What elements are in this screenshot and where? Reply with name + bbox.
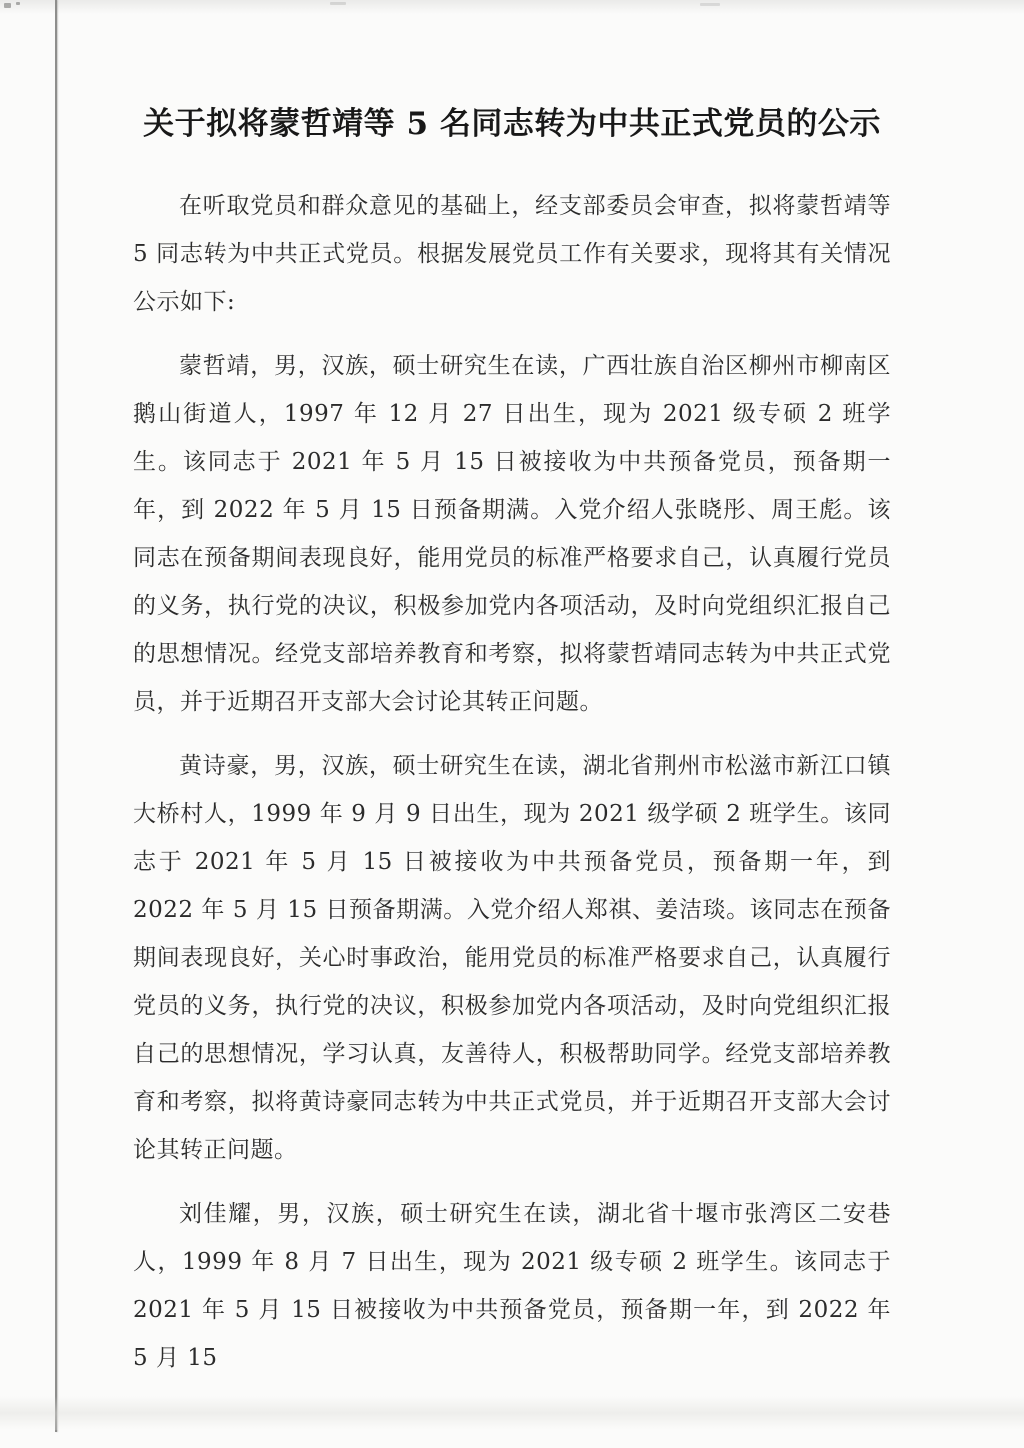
paragraph-intro: 在听取党员和群众意见的基础上，经支部委员会审查，拟将蒙哲靖等 5 同志转为中共正式党员。根据发展党员工作有关要求，现将其有关情况公示如下: — [133, 193, 891, 315]
scan-speck — [16, 2, 20, 5]
scan-speck — [700, 3, 720, 6]
paragraph-member-huang-shihao: 黄诗豪，男，汉族，硕士研究生在读，湖北省荆州市松滋市新江口镇大桥村人，1999 年 9 月 9 日出生，现为 2021 级学硕 2 班学生。该同志于 2021 年 5 月 15 日被接收为中共预备党员，预备期一年，到 2022 年 5 月 15 日预备期满。入党介绍人郑祺、姜洁琰。该同志在预备期间表现良好，关心时事政治，能用党员的标准严格要求自己，认真履行党员的义务，执行党的决议，积极参加党内各项活动，及时向党组织汇报自己的思想情况，学习认真，友善待人，积极帮助同学。经党支部培养教育和考察，拟将黄诗豪同志转为中共正式党员，并于近期召开支部大会讨论其转正问题。 — [133, 753, 891, 1163]
page-edge-line — [55, 0, 57, 1432]
document-title: 关于拟将蒙哲靖等 5 名同志转为中共正式党员的公示 — [143, 106, 881, 142]
scan-speck — [4, 3, 11, 8]
scan-noise-bottom — [0, 1396, 1024, 1430]
paragraph-member-liu-jiayao: 刘佳耀，男，汉族，硕士研究生在读，湖北省十堰市张湾区二安巷人，1999 年 8 月 7 日出生，现为 2021 级专硕 2 班学生。该同志于 2021 年 5 月 15 日被接收为中共预备党员，预备期一年，到 2022 年 5 月 15 — [133, 1201, 891, 1371]
paragraph-member-meng-zhejing: 蒙哲靖，男，汉族，硕士研究生在读，广西壮族自治区柳州市柳南区鹅山街道人，1997 年 12 月 27 日出生，现为 2021 级专硕 2 班学生。该同志于 2021 年 5 月 15 日被接收为中共预备党员，预备期一年，到 2022 年 5 月 15 日预备期满。入党介绍人张晓彤、周王彪。该同志在预备期间表现良好，能用党员的标准严格要求自己，认真履行党员的义务，执行党的决议，积极参加党内各项活动，及时向党组织汇报自己的思想情况。经党支部培养教育和考察，拟将蒙哲靖同志转为中共正式党员，并于近期召开支部大会讨论其转正问题。 — [133, 353, 891, 715]
document-body — [133, 96, 891, 1398]
scan-speck — [330, 2, 346, 5]
scan-noise-top — [0, 0, 1024, 14]
